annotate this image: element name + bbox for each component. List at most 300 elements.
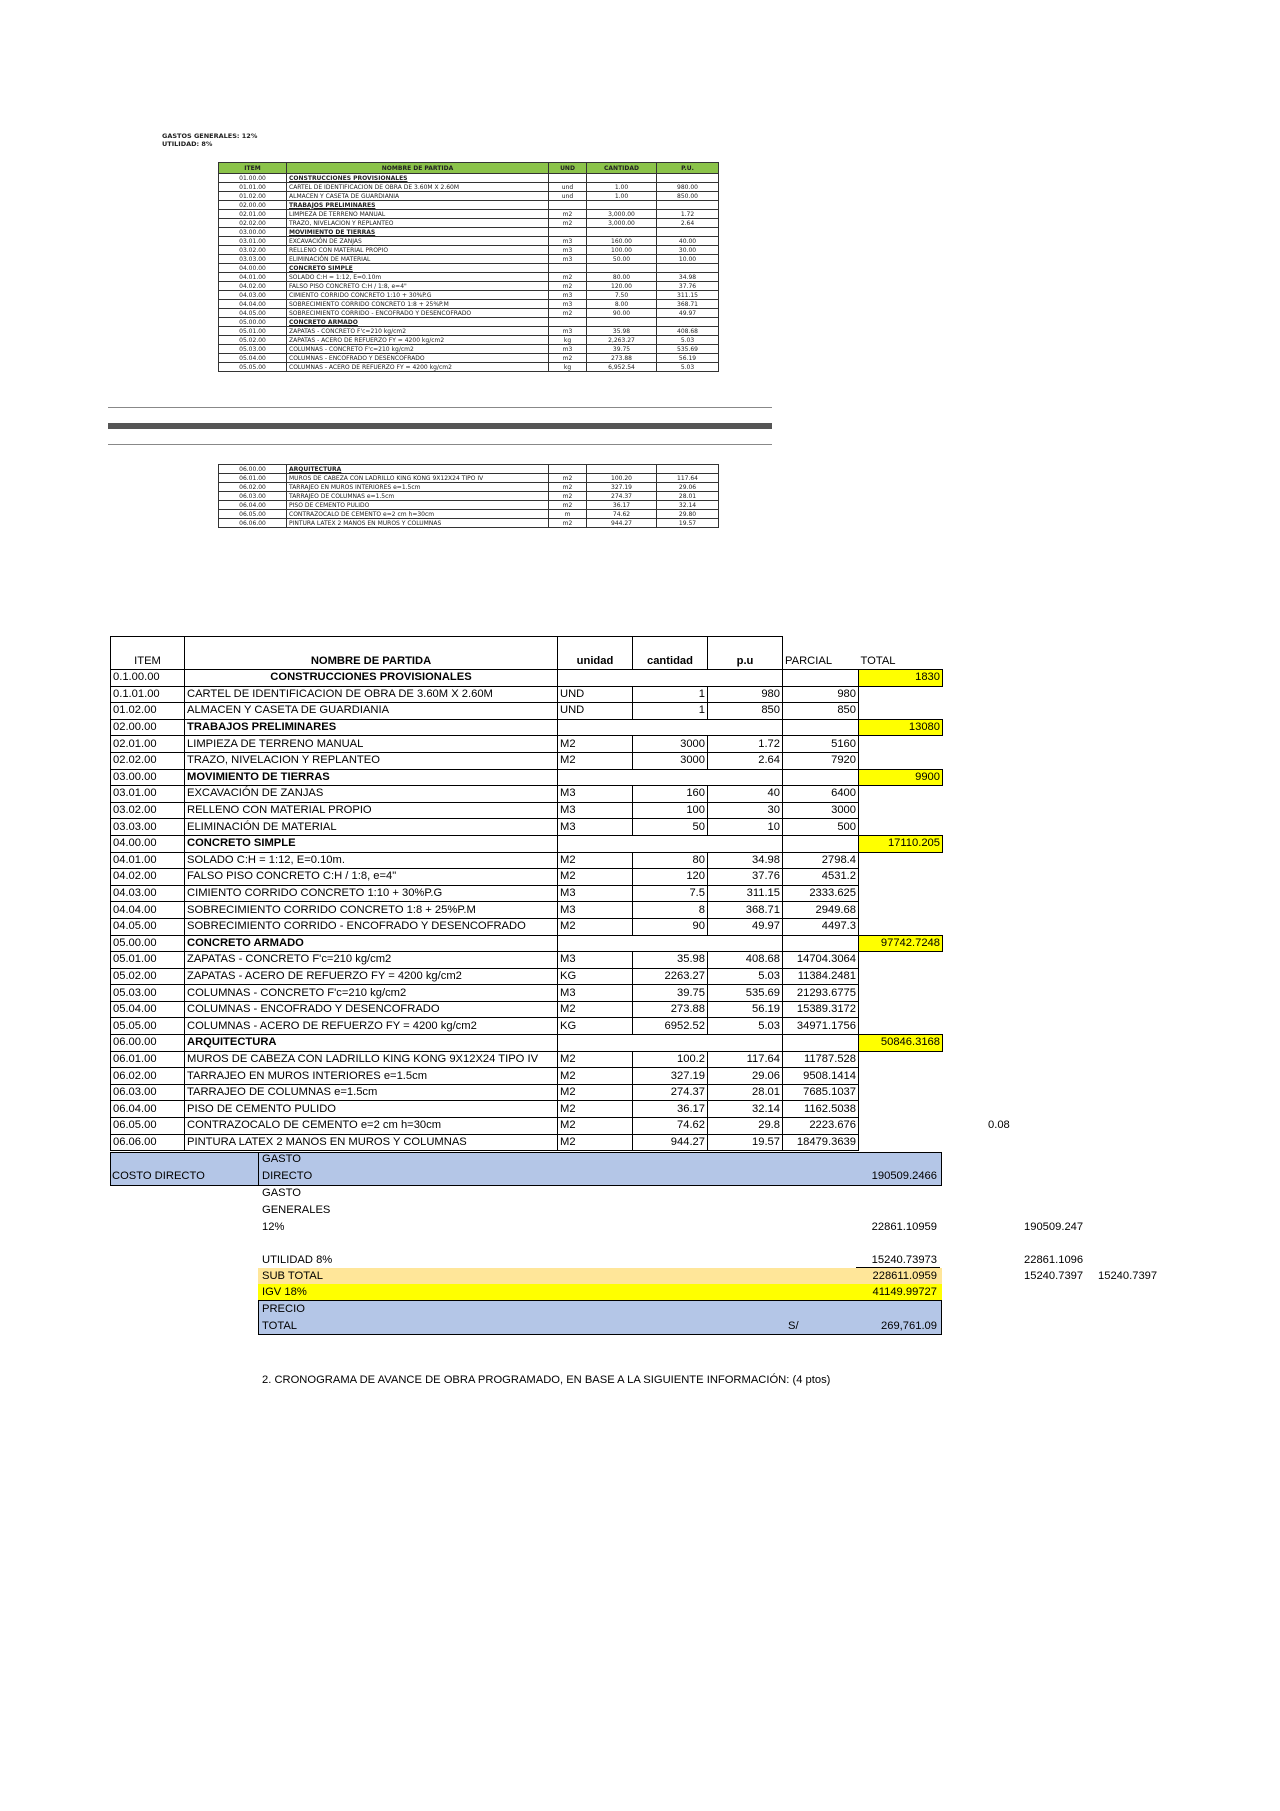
scan-name: COLUMNAS - ACERO DE REFUERZO FY = 4200 kg/cm2 bbox=[287, 363, 549, 372]
row-pu: 980 bbox=[708, 686, 783, 703]
scan-cant: 74.62 bbox=[587, 510, 657, 519]
scan-pu: 40.00 bbox=[657, 237, 719, 246]
row-pu: 29.8 bbox=[708, 1118, 783, 1135]
table-row bbox=[111, 736, 943, 753]
row-pu: 117.64 bbox=[708, 1051, 783, 1068]
section-row bbox=[111, 935, 943, 952]
scan-row bbox=[219, 273, 719, 282]
row-total bbox=[859, 952, 943, 969]
table-row bbox=[111, 752, 943, 769]
scan-pu: 5.03 bbox=[657, 336, 719, 345]
scan-name: LIMPIEZA DE TERRENO MANUAL bbox=[287, 210, 549, 219]
scan-row bbox=[219, 465, 719, 474]
scan-pu: 29.80 bbox=[657, 510, 719, 519]
row-name: MUROS DE CABEZA CON LADRILLO KING KONG 9X12X24 TIPO IV bbox=[185, 1051, 558, 1068]
row-pu: 10 bbox=[708, 819, 783, 836]
row-cantidad: 36.17 bbox=[633, 1101, 708, 1118]
scan-item: 05.05.00 bbox=[219, 363, 287, 372]
row-total: 97742.7248 bbox=[859, 935, 943, 952]
scan-header-row bbox=[219, 163, 719, 174]
row-unidad: M3 bbox=[558, 819, 633, 836]
row-parcial: 11384.2481 bbox=[783, 968, 859, 985]
scan-pu: 980.00 bbox=[657, 183, 719, 192]
scan-row bbox=[219, 264, 719, 273]
scan-und: m2 bbox=[549, 474, 587, 483]
row-pu: 37.76 bbox=[708, 869, 783, 886]
scan-und: m bbox=[549, 510, 587, 519]
gastos-label-3: 12% bbox=[262, 1221, 285, 1233]
row-unidad bbox=[558, 835, 633, 852]
table-row bbox=[111, 885, 943, 902]
header-cantidad: cantidad bbox=[633, 637, 708, 670]
scan-name: FALSO PISO CONCRETO C:H / 1:8, e=4" bbox=[287, 282, 549, 291]
row-name: SOBRECIMIENTO CORRIDO CONCRETO 1:8 + 25%P.M bbox=[185, 902, 558, 919]
table-row bbox=[111, 1101, 943, 1118]
scan-pu: 2.64 bbox=[657, 219, 719, 228]
scan-name: COLUMNAS - ENCOFRADO Y DESENCOFRADO bbox=[287, 354, 549, 363]
row-parcial: 7685.1037 bbox=[783, 1084, 859, 1101]
scan-row bbox=[219, 336, 719, 345]
scan-cant: 1.00 bbox=[587, 183, 657, 192]
row-total bbox=[859, 1084, 943, 1101]
row-name: CIMIENTO CORRIDO CONCRETO 1:10 + 30%P.G bbox=[185, 885, 558, 902]
utilidad-label: UTILIDAD 8% bbox=[262, 1254, 333, 1266]
scan-cant: 273.88 bbox=[587, 354, 657, 363]
row-unidad: M2 bbox=[558, 1118, 633, 1135]
table-row bbox=[111, 1134, 943, 1151]
scan-und: m3 bbox=[549, 237, 587, 246]
scan-cant bbox=[587, 264, 657, 273]
scan-cant: 7.50 bbox=[587, 291, 657, 300]
scan-und: m2 bbox=[549, 219, 587, 228]
divider-thick bbox=[108, 423, 772, 429]
row-parcial: 34971.1756 bbox=[783, 1018, 859, 1035]
section-row bbox=[111, 719, 943, 736]
row-pu: 49.97 bbox=[708, 918, 783, 935]
scan-name: TRABAJOS PRELIMINARES bbox=[287, 201, 549, 210]
row-cantidad: 74.62 bbox=[633, 1118, 708, 1135]
row-name: ZAPATAS - CONCRETO F'c=210 kg/cm2 bbox=[185, 952, 558, 969]
row-parcial: 850 bbox=[783, 703, 859, 720]
scan-name: MOVIMIENTO DE TIERRAS bbox=[287, 228, 549, 237]
row-cantidad bbox=[633, 670, 708, 687]
row-unidad bbox=[558, 1035, 633, 1052]
row-cantidad: 1 bbox=[633, 686, 708, 703]
row-pu bbox=[708, 670, 783, 687]
scan-header bbox=[162, 132, 257, 148]
row-cantidad: 50 bbox=[633, 819, 708, 836]
row-total bbox=[859, 686, 943, 703]
row-pu bbox=[708, 935, 783, 952]
scan-pu: 34.98 bbox=[657, 273, 719, 282]
scan-row bbox=[219, 519, 719, 528]
scan-item: 05.03.00 bbox=[219, 345, 287, 354]
row-unidad: M3 bbox=[558, 786, 633, 803]
scan-und: und bbox=[549, 192, 587, 201]
row-item: 03.02.00 bbox=[111, 802, 185, 819]
scan-item: 06.03.00 bbox=[219, 492, 287, 501]
scan-und bbox=[549, 228, 587, 237]
header-pu: p.u bbox=[708, 637, 783, 670]
scan-pu: 1.72 bbox=[657, 210, 719, 219]
row-cantidad: 3000 bbox=[633, 736, 708, 753]
footer-cronograma: 2. CRONOGRAMA DE AVANCE DE OBRA PROGRAMADO, EN BASE A LA SIGUIENTE INFORMACIÓN: (4 ptos) bbox=[262, 1374, 831, 1386]
scan-cant: 100.00 bbox=[587, 246, 657, 255]
row-item: 06.00.00 bbox=[111, 1035, 185, 1052]
row-item: 06.06.00 bbox=[111, 1134, 185, 1151]
row-name: ZAPATAS - ACERO DE REFUERZO FY = 4200 kg/cm2 bbox=[185, 968, 558, 985]
scan-name: SOBRECIMIENTO CORRIDO CONCRETO 1:8 + 25%P.M bbox=[287, 300, 549, 309]
scan-cant: 2,263.27 bbox=[587, 336, 657, 345]
scan-cant: 3,000.00 bbox=[587, 210, 657, 219]
row-item: 02.00.00 bbox=[111, 719, 185, 736]
row-unidad: UND bbox=[558, 703, 633, 720]
row-parcial: 2798.4 bbox=[783, 852, 859, 869]
row-name: ALMACEN Y CASETA DE GUARDIANIA bbox=[185, 703, 558, 720]
scan-item: 04.04.00 bbox=[219, 300, 287, 309]
row-cantidad: 7.5 bbox=[633, 885, 708, 902]
row-item: 02.01.00 bbox=[111, 736, 185, 753]
row-pu: 29.06 bbox=[708, 1068, 783, 1085]
row-parcial: 5160 bbox=[783, 736, 859, 753]
scan-row bbox=[219, 228, 719, 237]
row-unidad: M2 bbox=[558, 1068, 633, 1085]
scan-und: m3 bbox=[549, 291, 587, 300]
igv-band bbox=[258, 1284, 942, 1300]
row-parcial: 2333.625 bbox=[783, 885, 859, 902]
table-row bbox=[111, 869, 943, 886]
row-cantidad bbox=[633, 769, 708, 786]
row-pu: 34.98 bbox=[708, 852, 783, 869]
scan-item: 06.01.00 bbox=[219, 474, 287, 483]
scan-cant: 160.00 bbox=[587, 237, 657, 246]
scan-name: CONCRETO ARMADO bbox=[287, 318, 549, 327]
scan-item: 03.01.00 bbox=[219, 237, 287, 246]
row-pu: 5.03 bbox=[708, 968, 783, 985]
row-unidad: M2 bbox=[558, 852, 633, 869]
scan-und: m3 bbox=[549, 246, 587, 255]
scan-und bbox=[549, 174, 587, 183]
scan-item: 04.02.00 bbox=[219, 282, 287, 291]
scan-cant bbox=[587, 318, 657, 327]
row-unidad: M2 bbox=[558, 869, 633, 886]
row-pu: 311.15 bbox=[708, 885, 783, 902]
scan-pu bbox=[657, 318, 719, 327]
scan-pu: 311.15 bbox=[657, 291, 719, 300]
gastos-side-value: 190509.247 bbox=[1024, 1221, 1084, 1233]
scan-pu bbox=[657, 201, 719, 210]
scan-cant: 35.98 bbox=[587, 327, 657, 336]
scan-pu bbox=[657, 228, 719, 237]
scan-item: 04.01.00 bbox=[219, 273, 287, 282]
scan-row bbox=[219, 474, 719, 483]
scan-pu: 408.68 bbox=[657, 327, 719, 336]
row-parcial: 500 bbox=[783, 819, 859, 836]
header-item: ITEM bbox=[111, 637, 185, 670]
divider-thin-1 bbox=[108, 407, 772, 408]
row-parcial: 3000 bbox=[783, 802, 859, 819]
scan-pu: 37.76 bbox=[657, 282, 719, 291]
table-row bbox=[111, 786, 943, 803]
scan-row bbox=[219, 354, 719, 363]
row-unidad: M2 bbox=[558, 736, 633, 753]
row-unidad: KG bbox=[558, 1018, 633, 1035]
row-unidad: M2 bbox=[558, 1051, 633, 1068]
row-unidad: KG bbox=[558, 968, 633, 985]
igv-value: 41149.99727 bbox=[872, 1286, 937, 1298]
scan-pu bbox=[657, 465, 719, 474]
scan-und: m3 bbox=[549, 345, 587, 354]
row-cantidad: 6952.52 bbox=[633, 1018, 708, 1035]
row-parcial: 6400 bbox=[783, 786, 859, 803]
row-pu: 5.03 bbox=[708, 1018, 783, 1035]
scan-row bbox=[219, 282, 719, 291]
scan-und: m2 bbox=[549, 282, 587, 291]
gastos-label-1: GASTO bbox=[262, 1187, 301, 1199]
row-total bbox=[859, 1134, 943, 1151]
row-cantidad: 1 bbox=[633, 703, 708, 720]
row-item: 05.04.00 bbox=[111, 1001, 185, 1018]
row-item: 06.02.00 bbox=[111, 1068, 185, 1085]
scan-cant: 6,952.54 bbox=[587, 363, 657, 372]
scan-row bbox=[219, 510, 719, 519]
precio-currency: S/ bbox=[788, 1320, 799, 1332]
row-pu: 28.01 bbox=[708, 1084, 783, 1101]
row-cantidad: 120 bbox=[633, 869, 708, 886]
scan-pu: 10.00 bbox=[657, 255, 719, 264]
scan-pu: 32.14 bbox=[657, 501, 719, 510]
scan-und: kg bbox=[549, 363, 587, 372]
precio-label-2: TOTAL bbox=[262, 1320, 298, 1332]
row-item: 0.1.00.00 bbox=[111, 670, 185, 687]
scan-utilidad-line: UTILIDAD: 8% bbox=[162, 140, 213, 148]
row-unidad: M2 bbox=[558, 1084, 633, 1101]
precio-value: 269,761.09 bbox=[881, 1320, 937, 1332]
row-item: 06.05.00 bbox=[111, 1118, 185, 1135]
row-unidad bbox=[558, 670, 633, 687]
scan-row bbox=[219, 483, 719, 492]
scan-pu: 29.06 bbox=[657, 483, 719, 492]
row-cantidad: 944.27 bbox=[633, 1134, 708, 1151]
row-pu: 535.69 bbox=[708, 985, 783, 1002]
row-name: TARRAJEO EN MUROS INTERIORES e=1.5cm bbox=[185, 1068, 558, 1085]
scan-item: 01.00.00 bbox=[219, 174, 287, 183]
scan-cant: 944.27 bbox=[587, 519, 657, 528]
scan-cant: 3,000.00 bbox=[587, 219, 657, 228]
scan-row bbox=[219, 501, 719, 510]
scan-pu: 368.71 bbox=[657, 300, 719, 309]
scan-name: TARRAJEO EN MUROS INTERIORES e=1.5cm bbox=[287, 483, 549, 492]
table-row bbox=[111, 1118, 943, 1135]
scan-pu: 19.57 bbox=[657, 519, 719, 528]
row-parcial bbox=[783, 835, 859, 852]
scan-row bbox=[219, 327, 719, 336]
scan-und: m2 bbox=[549, 309, 587, 318]
igv-label: IGV 18% bbox=[262, 1286, 307, 1298]
row-unidad bbox=[558, 719, 633, 736]
row-name: CONSTRUCCIONES PROVISIONALES bbox=[185, 670, 558, 687]
scan-name: CARTEL DE IDENTIFICACION DE OBRA DE 3.60M X 2.60M bbox=[287, 183, 549, 192]
utilidad-value: 15240.73973 bbox=[871, 1254, 937, 1266]
scan-item: 06.05.00 bbox=[219, 510, 287, 519]
row-cantidad: 90 bbox=[633, 918, 708, 935]
scan-und bbox=[549, 318, 587, 327]
row-unidad: M3 bbox=[558, 802, 633, 819]
scan-row bbox=[219, 192, 719, 201]
row-cantidad: 39.75 bbox=[633, 985, 708, 1002]
row-name: CONCRETO SIMPLE bbox=[185, 835, 558, 852]
row-cantidad bbox=[633, 935, 708, 952]
subtotal-value: 228611.0959 bbox=[872, 1270, 937, 1282]
gastos-value: 22861.10959 bbox=[871, 1221, 937, 1233]
scan-cant: 90.00 bbox=[587, 309, 657, 318]
scan-cant: 8.00 bbox=[587, 300, 657, 309]
scan-item: 06.04.00 bbox=[219, 501, 287, 510]
scan-row bbox=[219, 363, 719, 372]
row-parcial: 7920 bbox=[783, 752, 859, 769]
scan-cant: 327.19 bbox=[587, 483, 657, 492]
table-row bbox=[111, 703, 943, 720]
scan-cant: 39.75 bbox=[587, 345, 657, 354]
row-item: 05.05.00 bbox=[111, 1018, 185, 1035]
row-cantidad: 160 bbox=[633, 786, 708, 803]
scan-row bbox=[219, 318, 719, 327]
row-pu bbox=[708, 1035, 783, 1052]
row-pu: 2.64 bbox=[708, 752, 783, 769]
scan-cant bbox=[587, 174, 657, 183]
row-parcial: 4497.3 bbox=[783, 918, 859, 935]
row-total bbox=[859, 736, 943, 753]
row-parcial: 980 bbox=[783, 686, 859, 703]
row-parcial bbox=[783, 1035, 859, 1052]
section-row bbox=[111, 769, 943, 786]
scan-name: SOBRECIMIENTO CORRIDO - ENCOFRADO Y DESENCOFRADO bbox=[287, 309, 549, 318]
table-row bbox=[111, 985, 943, 1002]
scan-row bbox=[219, 174, 719, 183]
row-cantidad bbox=[633, 719, 708, 736]
row-total bbox=[859, 968, 943, 985]
scan-und: m3 bbox=[549, 300, 587, 309]
scan-name: CONTRAZOCALO DE CEMENTO e=2 cm h=30cm bbox=[287, 510, 549, 519]
row-total bbox=[859, 752, 943, 769]
row-item: 04.02.00 bbox=[111, 869, 185, 886]
scan-name: EXCAVACIÓN DE ZANJAS bbox=[287, 237, 549, 246]
scan-cant: 1.00 bbox=[587, 192, 657, 201]
row-name: ARQUITECTURA bbox=[185, 1035, 558, 1052]
row-total bbox=[859, 1068, 943, 1085]
row-unidad: M3 bbox=[558, 985, 633, 1002]
row-parcial: 14704.3064 bbox=[783, 952, 859, 969]
scan-pu: 30.00 bbox=[657, 246, 719, 255]
scan-col-name: NOMBRE DE PARTIDA bbox=[287, 163, 549, 174]
row-parcial: 9508.1414 bbox=[783, 1068, 859, 1085]
budget-header-row bbox=[111, 637, 943, 670]
row-total bbox=[859, 1101, 943, 1118]
row-unidad: M3 bbox=[558, 952, 633, 969]
row-parcial bbox=[783, 935, 859, 952]
row-unidad: M2 bbox=[558, 1001, 633, 1018]
utilidad-side-value: 22861.1096 bbox=[1024, 1254, 1084, 1266]
table-row bbox=[111, 968, 943, 985]
scan-item: 03.02.00 bbox=[219, 246, 287, 255]
row-total bbox=[859, 703, 943, 720]
row-name: SOLADO C:H = 1:12, E=0.10m. bbox=[185, 852, 558, 869]
row-name: FALSO PISO CONCRETO C:H / 1:8, e=4" bbox=[185, 869, 558, 886]
costo-directo-sub2: DIRECTO bbox=[262, 1170, 313, 1182]
scan-row bbox=[219, 309, 719, 318]
row-parcial: 11787.528 bbox=[783, 1051, 859, 1068]
scan-item: 01.01.00 bbox=[219, 183, 287, 192]
scan-cant: 50.00 bbox=[587, 255, 657, 264]
row-item: 04.04.00 bbox=[111, 902, 185, 919]
row-item: 02.02.00 bbox=[111, 752, 185, 769]
row-unidad: M3 bbox=[558, 902, 633, 919]
row-pu bbox=[708, 769, 783, 786]
scan-item: 02.02.00 bbox=[219, 219, 287, 228]
section-row bbox=[111, 670, 943, 687]
scan-cant bbox=[587, 465, 657, 474]
scan-col-und: UND bbox=[549, 163, 587, 174]
subtotal-label: SUB TOTAL bbox=[262, 1270, 323, 1282]
row-pu: 56.19 bbox=[708, 1001, 783, 1018]
scan-row bbox=[219, 237, 719, 246]
scan-und: m2 bbox=[549, 492, 587, 501]
row-name: CARTEL DE IDENTIFICACION DE OBRA DE 3.60M X 2.60M bbox=[185, 686, 558, 703]
scan-row bbox=[219, 492, 719, 501]
row-cantidad: 35.98 bbox=[633, 952, 708, 969]
scan-table-bottom bbox=[218, 464, 719, 528]
row-item: 04.00.00 bbox=[111, 835, 185, 852]
scan-pu: 535.69 bbox=[657, 345, 719, 354]
scan-name: CONCRETO SIMPLE bbox=[287, 264, 549, 273]
row-unidad: M2 bbox=[558, 752, 633, 769]
row-item: 05.02.00 bbox=[111, 968, 185, 985]
scan-item: 01.02.00 bbox=[219, 192, 287, 201]
row-item: 03.03.00 bbox=[111, 819, 185, 836]
scan-name: ARQUITECTURA bbox=[287, 465, 549, 474]
row-total: 1830 bbox=[859, 670, 943, 687]
scan-cant: 274.37 bbox=[587, 492, 657, 501]
scan-name: ALMACEN Y CASETA DE GUARDIANIA bbox=[287, 192, 549, 201]
row-total bbox=[859, 902, 943, 919]
row-pu: 32.14 bbox=[708, 1101, 783, 1118]
scan-item: 02.00.00 bbox=[219, 201, 287, 210]
scan-col-item: ITEM bbox=[219, 163, 287, 174]
scan-item: 05.00.00 bbox=[219, 318, 287, 327]
row-name: EXCAVACIÓN DE ZANJAS bbox=[185, 786, 558, 803]
scan-pu: 850.00 bbox=[657, 192, 719, 201]
row-total: 50846.3168 bbox=[859, 1035, 943, 1052]
scan-name: CIMIENTO CORRIDO CONCRETO 1:10 + 30%P.G bbox=[287, 291, 549, 300]
row-name: CONTRAZOCALO DE CEMENTO e=2 cm h=30cm bbox=[185, 1118, 558, 1135]
row-name: MOVIMIENTO DE TIERRAS bbox=[185, 769, 558, 786]
row-item: 03.00.00 bbox=[111, 769, 185, 786]
row-parcial: 4531.2 bbox=[783, 869, 859, 886]
section-row bbox=[111, 835, 943, 852]
scan-pu bbox=[657, 264, 719, 273]
scan-row bbox=[219, 210, 719, 219]
row-name: COLUMNAS - ENCOFRADO Y DESENCOFRADO bbox=[185, 1001, 558, 1018]
costo-directo-band bbox=[110, 1152, 942, 1186]
scan-item: 06.00.00 bbox=[219, 465, 287, 474]
row-unidad: M2 bbox=[558, 918, 633, 935]
header-parcial: PARCIAL bbox=[785, 655, 833, 667]
scan-pu: 56.19 bbox=[657, 354, 719, 363]
table-row bbox=[111, 952, 943, 969]
row-cantidad: 274.37 bbox=[633, 1084, 708, 1101]
table-row bbox=[111, 1001, 943, 1018]
scan-pu: 117.64 bbox=[657, 474, 719, 483]
